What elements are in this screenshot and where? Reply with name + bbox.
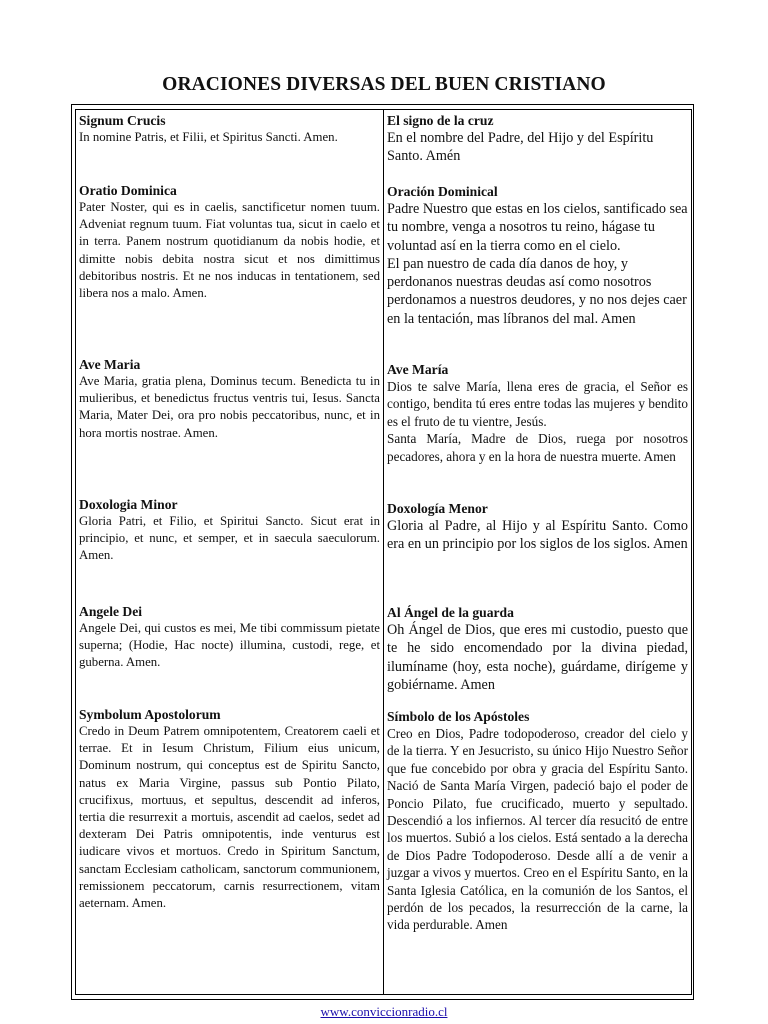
footer <box>0 1004 768 1020</box>
prayer-ave-maria-latin <box>79 357 380 442</box>
prayer-text: En el nombre del Padre, del Hijo y del Espíritu Santo. Amén <box>387 130 654 165</box>
prayer-angele-dei <box>79 604 380 672</box>
prayer-text: Gloria Patri, et Filio, et Spiritui Sancto. Sicut erat in principio, et nunc, et semper, et in saecula saeculorum. Amen. <box>79 514 380 563</box>
prayer-text: In nomine Patris, et Filii, et Spiritus Sancti. Amen. <box>79 130 338 144</box>
prayer-table <box>71 104 694 1000</box>
prayer-heading: Doxologia Minor <box>79 497 178 512</box>
prayer-signo-cruz <box>387 113 688 166</box>
prayer-text: Padre Nuestro que estas en los cielos, santificado sea tu nombre, venga a nosotros tu reino, hágase tu voluntad así en la tierra como en el cielo. <box>387 201 688 254</box>
prayer-text: Dios te salve María, llena eres de gracia, el Señor es contigo, bendita tú eres entre todas las mujeres y bendito es el fruto de tu vientre, Jesús. <box>387 379 688 429</box>
prayer-signum-crucis <box>79 113 380 146</box>
prayer-oracion-dominical <box>387 184 688 328</box>
prayer-oratio-dominica <box>79 183 380 302</box>
prayer-text: Gloria al Padre, al Hijo y al Espíritu Santo. Como era en un principio por los siglos de los siglos. Amen <box>387 518 688 553</box>
prayer-doxologia-minor <box>79 497 380 565</box>
prayer-heading: Oración Dominical <box>387 184 498 199</box>
prayer-text: Oh Ángel de Dios, que eres mi custodio, puesto que te he sido encomendado por la divina piedad, ilumíname (hoy, esta noche), guárdame, dirígeme y gobiérname. Amen <box>387 622 688 693</box>
prayer-heading: El signo de la cruz <box>387 113 494 128</box>
prayer-heading: Ave Maria <box>79 357 141 372</box>
page-title: ORACIONES DIVERSAS DEL BUEN CRISTIANO <box>162 74 606 95</box>
prayer-heading: Signum Crucis <box>79 113 166 128</box>
prayer-text-continued: El pan nuestro de cada día danos de hoy, y perdonanos nuestras deudas así como nosotros perdonamos a nuestros deudores, y no nos dejes caer en la tentación, mas líbranos del mal. Amen <box>387 255 687 327</box>
spanish-column <box>383 109 692 995</box>
prayer-heading: Symbolum Apostolorum <box>79 707 221 722</box>
prayer-text: Creo en Dios, Padre todopoderoso, creador del cielo y de la tierra. Y en Jesucristo, su único Hijo Nuestro Señor que fue concebido por obra y gracia del Espíritu Santo. Nació de Santa María Virgen, padeció bajo el poder de Poncio Pilato, fue crucificado, muerto y sepultado. Descendió a los infiernos. Al tercer día resucitó de entre los muertos. Subió a los cielos. Está sentado a la derecha de Dios Padre Todopoderoso. Desde allí a de venir a juzgar a vivos y muertos. Creo en el Espíritu Santo, en la Santa Iglesia Católica, en la comunión de los Santos, el perdón de los pecados, la resurrección de la carne, la vida perdurable. Amen <box>387 726 688 933</box>
prayer-heading: Oratio Dominica <box>79 183 177 198</box>
prayer-text: Pater Noster, qui es in caelis, sanctificetur nomen tuum. Adveniat regnum tuum. Fiat voluntas tua, sicut in caelo et in terra. Panem nostrum quotidianum da nobis hodie, et dimitte nobis debita nostra sicut et nos dimittimus debitoribus nostris. Et ne nos inducas in tentationem, sed libera nos a malo. Amen. <box>79 200 380 301</box>
prayer-text: Ave Maria, gratia plena, Dominus tecum. Benedicta tu in mulieribus, et benedictus fructus ventris tui, Iesus. Sancta Maria, Mater Dei, ora pro nobis peccatoribus, nunc, et in hora mortis nostrae. Amen. <box>79 374 380 440</box>
prayer-text-continued: Santa María, Madre de Dios, ruega por nosotros pecadores, ahora y en la hora de nuestra muerte. Amen <box>387 431 688 464</box>
prayer-heading: Al Ángel de la guarda <box>387 605 514 620</box>
prayer-heading: Símbolo de los Apóstoles <box>387 709 530 724</box>
prayer-heading: Ave María <box>387 362 449 377</box>
prayer-angel-guarda <box>387 605 688 694</box>
prayer-ave-maria-spanish <box>387 362 688 465</box>
prayer-text: Credo in Deum Patrem omnipotentem, Creatorem caeli et terrae. Et in Iesum Christum, Filium eius unicum, Dominum nostrum, qui conceptus est de Spiritu Sancto, natus ex Maria Virgine, passus sub Pontio Pilato, crucifixus, mortuus, et sepultus, descendit ad inferos, tertia die resurrexit a mortuis, ascendit ad caelos, sedet ad dexteram Dei Patris omnipotentis, inde venturus est iudicare vivos et mortuos. Credo in Spiritum Sanctum, sanctam Ecclesiam catholicam, sanctorum communionem, remissionem peccatorum, carnis resurrectionem, vitam aeternam. Amen. <box>79 724 380 911</box>
prayer-doxologia-menor <box>387 501 688 554</box>
prayer-heading: Doxología Menor <box>387 501 488 516</box>
latin-column <box>75 109 384 995</box>
prayer-heading: Angele Dei <box>79 604 143 619</box>
prayer-text: Angele Dei, qui custos es mei, Me tibi commissum pietate superna; (Hodie, Hac nocte) illumina, custodi, rege, et guberna. Amen. <box>79 621 380 670</box>
prayer-simbolo-apostoles <box>387 709 688 934</box>
prayer-symbolum <box>79 707 380 912</box>
website-link[interactable]: www.conviccionradio.cl <box>320 1004 448 1019</box>
